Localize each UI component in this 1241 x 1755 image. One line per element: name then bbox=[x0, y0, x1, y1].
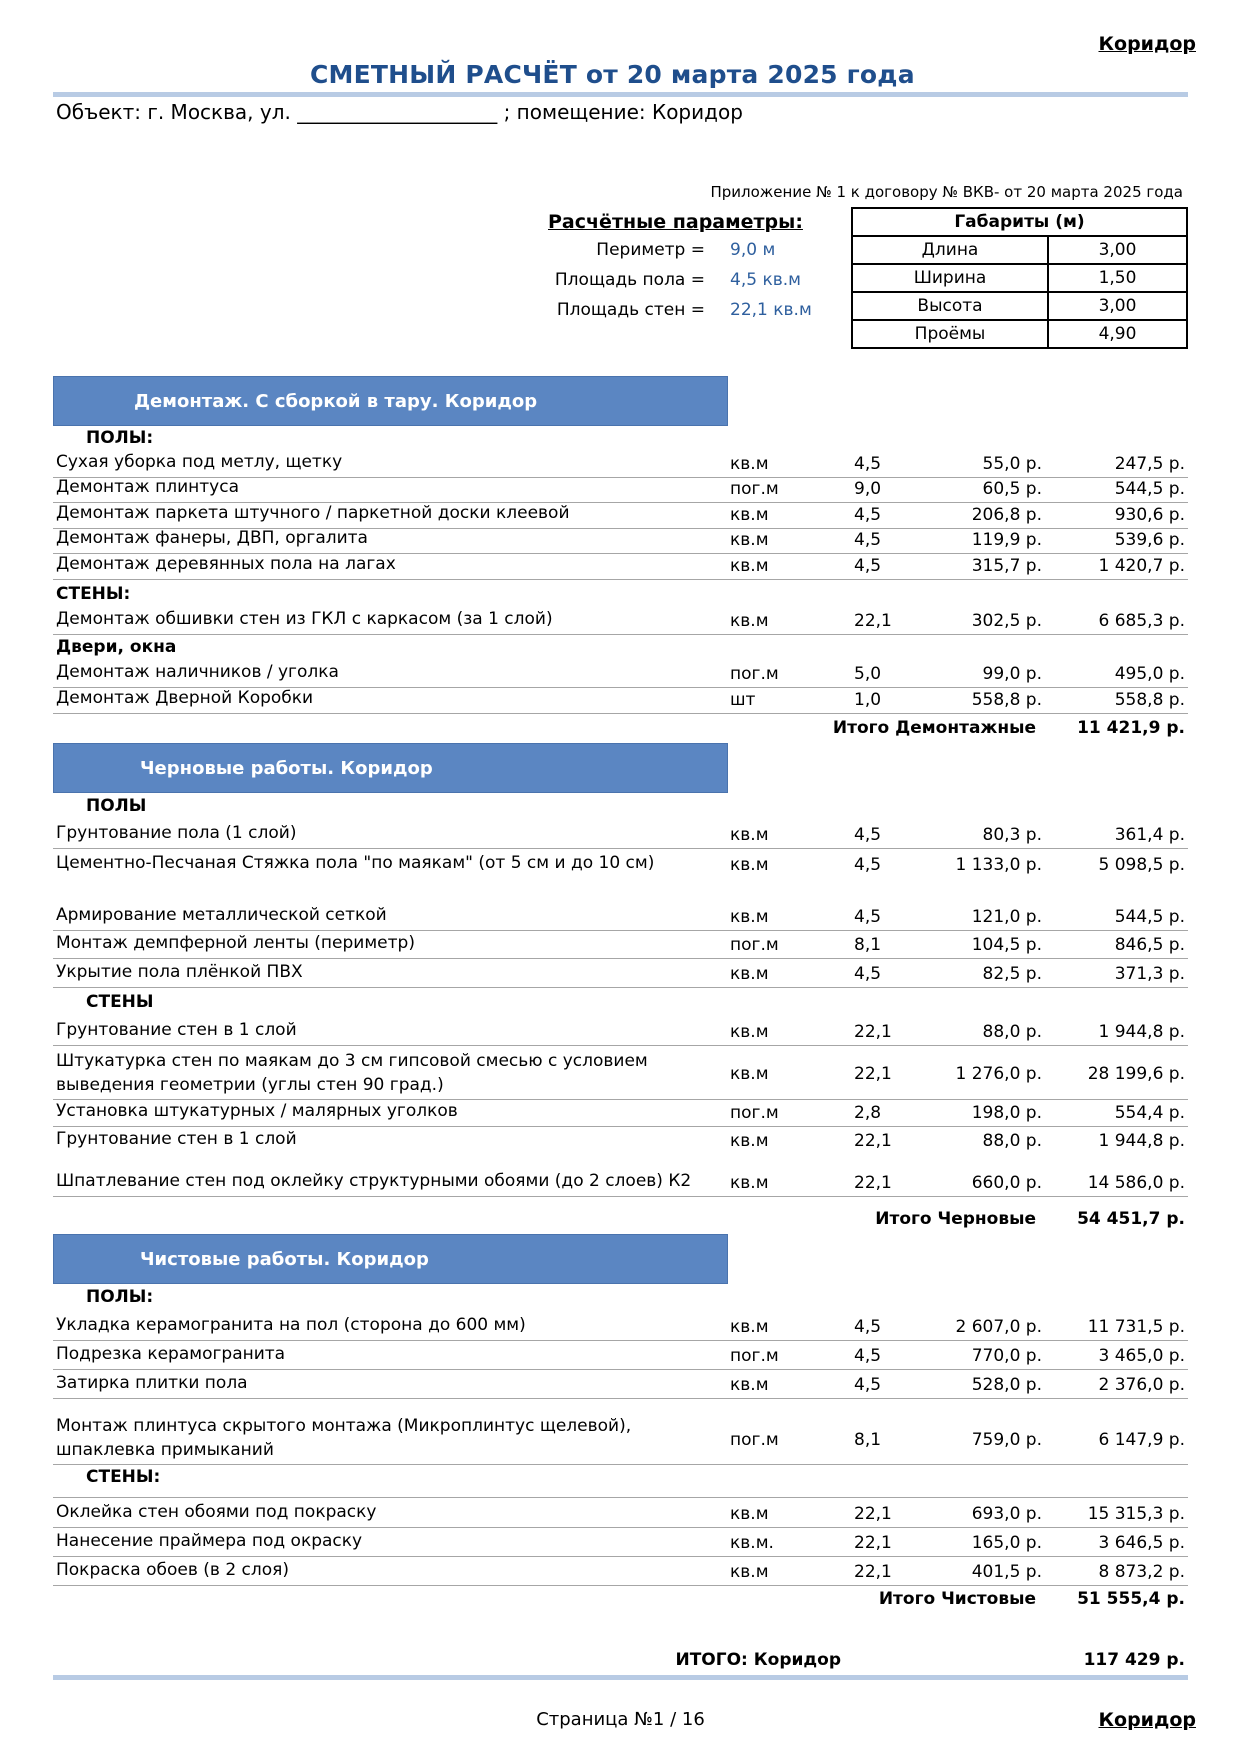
param-label: Площадь стен = bbox=[556, 300, 705, 320]
work-price: 121,0 р. bbox=[971, 907, 1042, 927]
section-header-finish: Чистовые работы. Коридор bbox=[53, 1234, 728, 1284]
dimensions-table bbox=[851, 207, 1188, 349]
work-price: 315,7 р. bbox=[971, 556, 1042, 576]
section-tag-bottom: Коридор bbox=[1098, 1709, 1196, 1731]
work-price: 99,0 р. bbox=[982, 664, 1042, 684]
param-label: Периметр = bbox=[596, 240, 705, 260]
work-sum: 1 420,7 р. bbox=[1098, 556, 1185, 576]
work-sum: 15 315,3 р. bbox=[1087, 1504, 1185, 1524]
work-sum: 3 646,5 р. bbox=[1098, 1533, 1185, 1553]
page-number: Страница №1 / 16 bbox=[536, 1709, 705, 1730]
param-value: 22,1 кв.м bbox=[730, 300, 812, 320]
work-sum: 11 731,5 р. bbox=[1087, 1317, 1185, 1337]
work-unit: кв.м bbox=[730, 855, 769, 875]
work-name: Демонтаж плинтуса bbox=[56, 477, 239, 497]
work-sum: 6 685,3 р. bbox=[1098, 611, 1185, 631]
work-unit: кв.м bbox=[730, 1173, 769, 1193]
work-price: 693,0 р. bbox=[971, 1504, 1042, 1524]
work-price: 88,0 р. bbox=[982, 1131, 1042, 1151]
work-price: 558,8 р. bbox=[971, 690, 1042, 710]
table-row bbox=[53, 1099, 1188, 1127]
subheader-walls: СТЕНЫ: bbox=[86, 1467, 161, 1487]
document-title: СМЕТНЫЙ РАСЧЁТ от 20 марта 2025 года bbox=[310, 60, 915, 89]
work-unit: кв.м bbox=[730, 1064, 769, 1084]
dim-label: Высота bbox=[852, 292, 1048, 320]
work-unit: шт bbox=[730, 690, 756, 710]
section-tag-top: Коридор bbox=[1098, 33, 1196, 55]
work-name: Установка штукатурных / малярных уголков bbox=[56, 1101, 458, 1121]
work-sum: 846,5 р. bbox=[1114, 935, 1185, 955]
work-qty: 22,1 bbox=[854, 1504, 892, 1524]
work-sum: 930,6 р. bbox=[1114, 505, 1185, 525]
table-row bbox=[53, 1310, 1188, 1341]
work-name: Укладка керамогранита на пол (сторона до 600 мм) bbox=[56, 1315, 526, 1335]
work-name: Демонтаж наличников / уголка bbox=[56, 662, 339, 682]
work-name: Демонтаж Дверной Коробки bbox=[56, 688, 314, 708]
dim-value: 3,00 bbox=[1048, 292, 1187, 320]
subtotal-value: 51 555,4 р. bbox=[1077, 1589, 1185, 1609]
work-sum: 558,8 р. bbox=[1114, 690, 1185, 710]
work-price: 401,5 р. bbox=[971, 1562, 1042, 1582]
dim-label: Длина bbox=[852, 236, 1048, 264]
table-row bbox=[53, 687, 1188, 714]
work-name: Демонтаж фанеры, ДВП, оргалита bbox=[56, 528, 368, 548]
work-sum: 1 944,8 р. bbox=[1098, 1022, 1185, 1042]
work-name: Демонтаж обшивки стен из ГКЛ с каркасом (за 1 слой) bbox=[56, 609, 553, 629]
work-price: 60,5 р. bbox=[982, 479, 1042, 499]
table-row bbox=[53, 477, 1188, 503]
table-row bbox=[53, 502, 1188, 529]
work-qty: 4,5 bbox=[854, 505, 882, 525]
work-qty: 5,0 bbox=[854, 664, 882, 684]
work-unit: кв.м bbox=[730, 825, 769, 845]
table-row bbox=[53, 450, 1188, 478]
subtotal-label: Итого Чистовые bbox=[878, 1589, 1036, 1609]
dim-value: 3,00 bbox=[1048, 236, 1187, 264]
subtotal-value: 54 451,7 р. bbox=[1077, 1209, 1185, 1229]
work-sum: 361,4 р. bbox=[1114, 825, 1185, 845]
table-row bbox=[53, 1369, 1188, 1399]
params-title: Расчётные параметры: bbox=[548, 211, 803, 233]
section-header-rough: Черновые работы. Коридор bbox=[53, 743, 728, 793]
work-price: 55,0 р. bbox=[982, 454, 1042, 474]
work-sum: 544,5 р. bbox=[1114, 907, 1185, 927]
table-row bbox=[53, 1527, 1188, 1557]
work-qty: 4,5 bbox=[854, 1346, 882, 1366]
work-unit: кв.м bbox=[730, 907, 769, 927]
work-unit: кв.м bbox=[730, 505, 769, 525]
work-price: 528,0 р. bbox=[971, 1375, 1042, 1395]
param-value: 4,5 кв.м bbox=[730, 270, 801, 290]
work-unit: кв.м. bbox=[730, 1533, 774, 1553]
subheader-doors: Двери, окна bbox=[56, 637, 177, 657]
work-qty: 22,1 bbox=[854, 1562, 892, 1582]
work-name: Сухая уборка под метлу, щетку bbox=[56, 452, 343, 472]
work-price: 198,0 р. bbox=[971, 1103, 1042, 1123]
grand-total-value: 117 429 р. bbox=[1083, 1650, 1185, 1670]
work-sum: 6 147,9 р. bbox=[1098, 1430, 1185, 1450]
work-price: 165,0 р. bbox=[971, 1533, 1042, 1553]
table-row bbox=[53, 1497, 1188, 1528]
work-qty: 22,1 bbox=[854, 1533, 892, 1553]
work-name: Оклейка стен обоями под покраску bbox=[56, 1502, 377, 1522]
grand-total-label: ИТОГО: Коридор bbox=[675, 1650, 841, 1670]
table-row bbox=[53, 553, 1188, 580]
footer-rule bbox=[53, 1675, 1188, 1680]
appendix-line: Приложение № 1 к договору № ВКВ- от 20 марта 2025 года bbox=[710, 183, 1183, 201]
work-qty: 4,5 bbox=[854, 964, 882, 984]
dim-value: 1,50 bbox=[1048, 264, 1187, 292]
table-row bbox=[53, 1045, 1188, 1100]
work-qty: 8,1 bbox=[854, 1430, 882, 1450]
work-name: Грунтование стен в 1 слой bbox=[56, 1129, 297, 1149]
table-row bbox=[53, 930, 1188, 959]
work-sum: 28 199,6 р. bbox=[1087, 1064, 1185, 1084]
work-unit: пог.м bbox=[730, 935, 779, 955]
work-qty: 4,5 bbox=[854, 530, 882, 550]
work-qty: 1,0 bbox=[854, 690, 882, 710]
work-name: Армирование металлической сеткой bbox=[56, 905, 387, 925]
work-price: 88,0 р. bbox=[982, 1022, 1042, 1042]
work-qty: 8,1 bbox=[854, 935, 882, 955]
work-sum: 539,6 р. bbox=[1114, 530, 1185, 550]
work-unit: пог.м bbox=[730, 1430, 779, 1450]
work-sum: 544,5 р. bbox=[1114, 479, 1185, 499]
work-price: 82,5 р. bbox=[982, 964, 1042, 984]
work-unit: кв.м bbox=[730, 1317, 769, 1337]
table-row bbox=[53, 528, 1188, 554]
work-unit: кв.м bbox=[730, 556, 769, 576]
work-price: 104,5 р. bbox=[971, 935, 1042, 955]
work-unit: пог.м bbox=[730, 1103, 779, 1123]
work-price: 1 133,0 р. bbox=[955, 855, 1042, 875]
param-label: Площадь пола = bbox=[554, 270, 705, 290]
table-row bbox=[53, 878, 1188, 931]
work-name: Покраска обоев (в 2 слоя) bbox=[56, 1560, 290, 1580]
dimensions-title: Габариты (м) bbox=[852, 208, 1187, 236]
work-price: 206,8 р. bbox=[971, 505, 1042, 525]
table-row bbox=[53, 848, 1188, 878]
work-unit: кв.м bbox=[730, 454, 769, 474]
param-value: 9,0 м bbox=[730, 240, 776, 260]
table-row bbox=[53, 1126, 1188, 1154]
table-row bbox=[53, 820, 1188, 849]
table-row bbox=[53, 958, 1188, 988]
subheader-walls: СТЕНЫ bbox=[86, 992, 154, 1012]
work-name: Монтаж плинтуса скрытого монтажа (Микроплинтус щелевой), шпаклевка примыканий bbox=[56, 1416, 632, 1460]
table-row bbox=[53, 1340, 1188, 1370]
work-price: 660,0 р. bbox=[971, 1173, 1042, 1193]
work-qty: 22,1 bbox=[854, 611, 892, 631]
work-sum: 371,3 р. bbox=[1114, 964, 1185, 984]
work-unit: пог.м bbox=[730, 479, 779, 499]
dim-label: Ширина bbox=[852, 264, 1048, 292]
work-name: Грунтование стен в 1 слой bbox=[56, 1020, 297, 1040]
subheader-walls: СТЕНЫ: bbox=[56, 584, 131, 604]
object-line: Объект: г. Москва, ул. ____________________ ; помещение: Коридор bbox=[56, 100, 743, 124]
table-row bbox=[53, 1398, 1188, 1465]
work-unit: кв.м bbox=[730, 1375, 769, 1395]
table-row bbox=[53, 1556, 1188, 1586]
table-row bbox=[53, 1154, 1188, 1197]
work-name: Демонтаж паркета штучного / паркетной доски клеевой bbox=[56, 503, 570, 523]
work-qty: 4,5 bbox=[854, 855, 882, 875]
table-row bbox=[53, 603, 1188, 635]
work-price: 2 607,0 р. bbox=[955, 1317, 1042, 1337]
work-qty: 2,8 bbox=[854, 1103, 882, 1123]
subtotal-value: 11 421,9 р. bbox=[1077, 718, 1185, 738]
work-qty: 4,5 bbox=[854, 1317, 882, 1337]
subheader-floors: ПОЛЫ: bbox=[86, 428, 154, 448]
work-name: Укрытие пола плёнкой ПВХ bbox=[56, 962, 303, 982]
work-unit: кв.м bbox=[730, 964, 769, 984]
work-qty: 22,1 bbox=[854, 1131, 892, 1151]
table-row bbox=[53, 1016, 1188, 1046]
dim-label: Проёмы bbox=[852, 320, 1048, 348]
work-unit: пог.м bbox=[730, 1346, 779, 1366]
work-unit: кв.м bbox=[730, 1022, 769, 1042]
work-qty: 4,5 bbox=[854, 825, 882, 845]
work-qty: 22,1 bbox=[854, 1064, 892, 1084]
work-name: Монтаж демпферной ленты (периметр) bbox=[56, 933, 415, 953]
subtotal-label: Итого Черновые bbox=[875, 1209, 1036, 1229]
subtotal-label: Итого Демонтажные bbox=[832, 718, 1036, 738]
work-unit: кв.м bbox=[730, 530, 769, 550]
work-qty: 22,1 bbox=[854, 1173, 892, 1193]
work-sum: 554,4 р. bbox=[1114, 1103, 1185, 1123]
work-name: Затирка плитки пола bbox=[56, 1373, 248, 1393]
title-rule bbox=[53, 92, 1188, 97]
work-price: 770,0 р. bbox=[971, 1346, 1042, 1366]
work-qty: 9,0 bbox=[854, 479, 882, 499]
work-unit: кв.м bbox=[730, 1562, 769, 1582]
work-unit: кв.м bbox=[730, 1131, 769, 1151]
work-sum: 1 944,8 р. bbox=[1098, 1131, 1185, 1151]
work-unit: пог.м bbox=[730, 664, 779, 684]
work-price: 759,0 р. bbox=[971, 1430, 1042, 1450]
subheader-floors: ПОЛЫ: bbox=[86, 1287, 154, 1307]
work-qty: 4,5 bbox=[854, 454, 882, 474]
work-name: Штукатурка стен по маякам до 3 см гипсовой смесью с условием выведения геометрии (углы стен 90 град.) bbox=[56, 1051, 648, 1095]
work-sum: 14 586,0 р. bbox=[1087, 1173, 1185, 1193]
work-unit: кв.м bbox=[730, 1504, 769, 1524]
subheader-floors: ПОЛЫ bbox=[86, 796, 147, 816]
work-sum: 495,0 р. bbox=[1114, 664, 1185, 684]
work-sum: 2 376,0 р. bbox=[1098, 1375, 1185, 1395]
work-price: 302,5 р. bbox=[971, 611, 1042, 631]
work-sum: 8 873,2 р. bbox=[1098, 1562, 1185, 1582]
work-unit: кв.м bbox=[730, 611, 769, 631]
section-header-demolition: Демонтаж. С сборкой в тару. Коридор bbox=[53, 376, 728, 426]
table-row bbox=[53, 658, 1188, 688]
work-qty: 4,5 bbox=[854, 907, 882, 927]
work-sum: 3 465,0 р. bbox=[1098, 1346, 1185, 1366]
work-name: Шпатлевание стен под оклейку структурными обоями (до 2 слоев) К2 bbox=[56, 1171, 692, 1191]
work-price: 80,3 р. bbox=[982, 825, 1042, 845]
work-name: Цементно-Песчаная Стяжка пола "по маякам" (от 5 см и до 10 см) bbox=[56, 853, 655, 873]
dim-value: 4,90 bbox=[1048, 320, 1187, 348]
work-qty: 22,1 bbox=[854, 1022, 892, 1042]
work-price: 1 276,0 р. bbox=[955, 1064, 1042, 1084]
work-name: Демонтаж деревянных пола на лагах bbox=[56, 554, 396, 574]
work-qty: 4,5 bbox=[854, 1375, 882, 1395]
work-qty: 4,5 bbox=[854, 556, 882, 576]
work-name: Грунтование пола (1 слой) bbox=[56, 823, 297, 843]
work-price: 119,9 р. bbox=[971, 530, 1042, 550]
work-sum: 5 098,5 р. bbox=[1098, 855, 1185, 875]
work-sum: 247,5 р. bbox=[1114, 454, 1185, 474]
work-name: Подрезка керамогранита bbox=[56, 1344, 286, 1364]
work-name: Нанесение праймера под окраску bbox=[56, 1531, 363, 1551]
